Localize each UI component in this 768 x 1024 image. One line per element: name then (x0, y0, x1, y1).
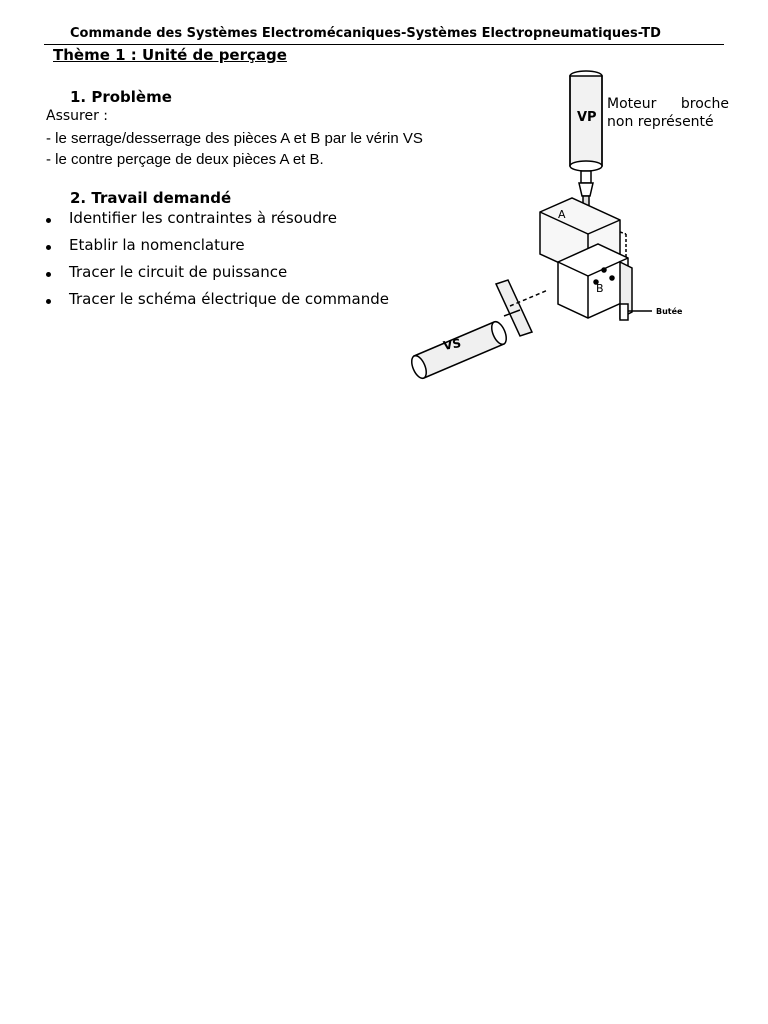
problem-line-2: - le contre perçage de deux pièces A et B. (46, 151, 324, 168)
stop-piece (620, 304, 652, 320)
stop-label: Butée (656, 307, 683, 316)
problem-title: 1. Problème (70, 88, 172, 106)
piece-b-label: B (596, 282, 604, 295)
workpiece-block (540, 198, 632, 318)
problem-line-1: - le serrage/desserrage des pièces A et B par le vérin VS (46, 130, 423, 147)
theme-title: Thème 1 : Unité de perçage (53, 46, 287, 64)
drilling-unit-figure (398, 66, 738, 386)
work-title: 2. Travail demandé (70, 189, 232, 207)
bullet-icon (46, 218, 51, 223)
problem-intro: Assurer : (46, 108, 109, 124)
bullet-icon (46, 299, 51, 304)
bullet-icon (46, 245, 51, 250)
document-header: Commande des Systèmes Electromécaniques-Systèmes Electropneumatiques-TD (70, 26, 661, 41)
header-rule (44, 44, 724, 45)
motor-label: Moteur broche non représenté (607, 96, 729, 130)
vp-label: VP (577, 110, 597, 125)
vs-cylinder (409, 280, 548, 380)
bullet-icon (46, 272, 51, 277)
piece-a-label: A (558, 208, 566, 221)
vs-label: VS (442, 336, 463, 353)
